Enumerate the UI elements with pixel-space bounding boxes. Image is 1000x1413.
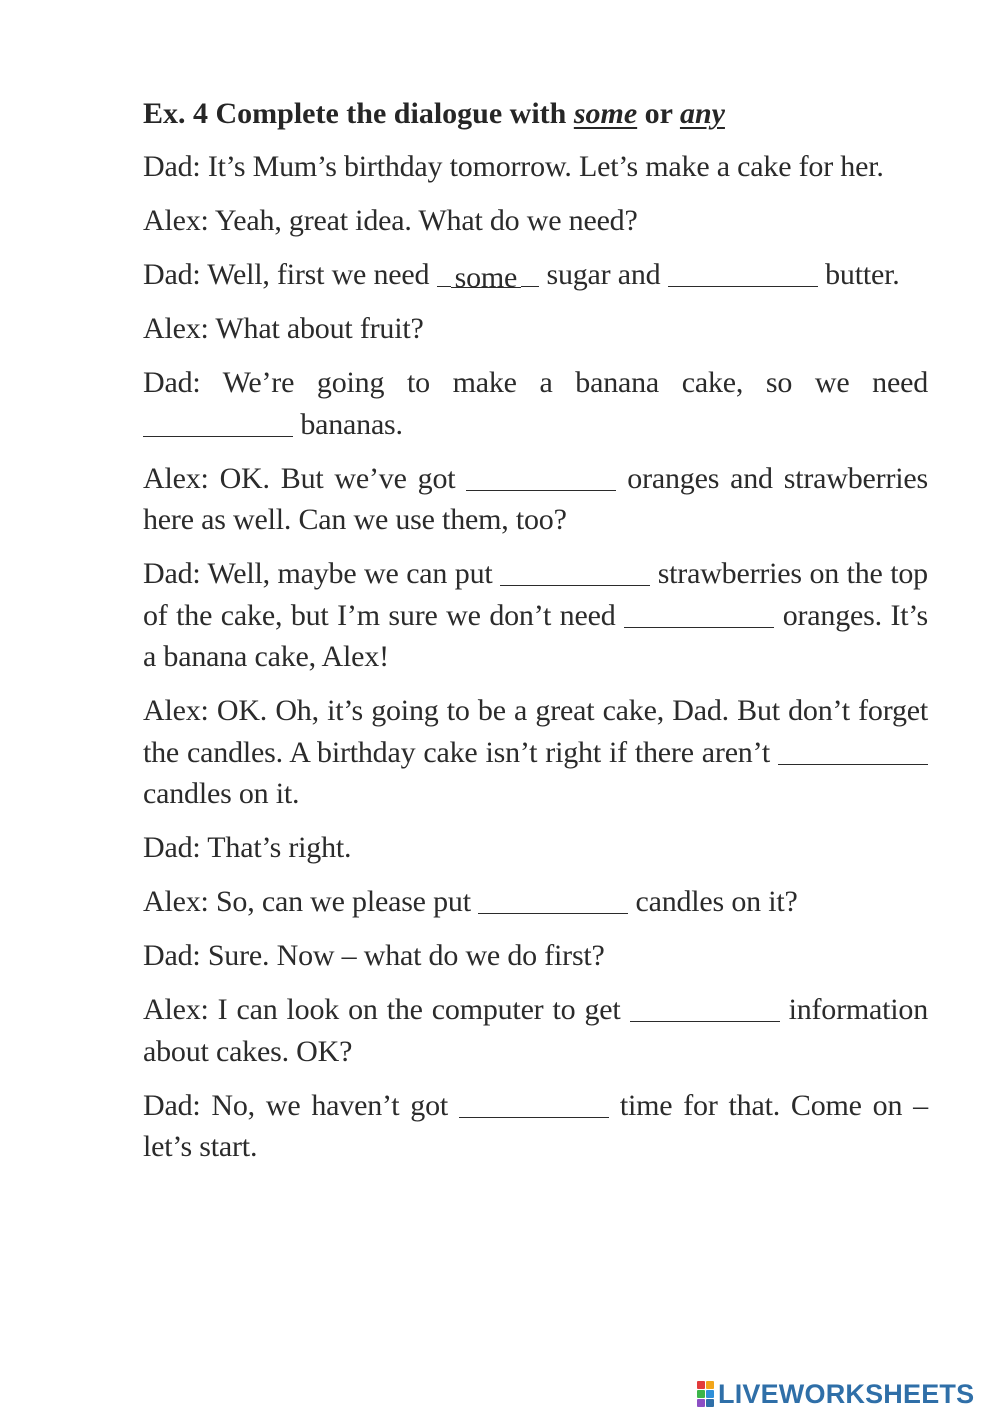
dialogue-line [143,935,928,977]
liveworksheets-logo[interactable] [697,1378,974,1410]
logo-block [697,1399,705,1407]
title-middle: or [644,97,673,130]
dialogue-line [143,881,928,923]
logo-block [706,1390,714,1398]
answer-blank[interactable] [500,555,650,586]
line-text: information about cakes. OK? [143,993,928,1068]
line-text: Dad: No, we haven’t got [143,1088,449,1122]
title-prefix: Ex. 4 Complete the dialogue with [143,97,567,130]
dialogue-line [143,690,928,815]
line-text: time for that. Come on – let’s start. [143,1088,928,1163]
answer-blank[interactable] [143,406,293,437]
line-text: strawberries on the top of the cake, but I’m sure we don’t need [143,557,928,632]
line-text: Alex: I can look on the computer to get [143,993,621,1026]
logo-block [706,1399,714,1407]
answer-blank[interactable] [668,256,818,287]
line-text: bananas. [300,407,403,441]
logo-text: LIVEWORKSHEETS [718,1378,975,1409]
dialogue-line [143,989,928,1072]
dialogue-line [143,827,928,869]
answer-blank[interactable] [466,460,616,491]
line-text: butter. [825,258,900,291]
answer-blank[interactable] [478,883,628,914]
line-text: Dad: That’s right. [143,831,352,864]
worksheet [143,92,928,1180]
line-text: Dad: Well, maybe we can put [143,557,493,590]
line-text: sugar and [546,258,661,291]
logo-block [697,1381,705,1389]
dialogue-line [143,362,928,445]
line-text: Dad: Well, first we need [143,258,430,291]
dialogue-line [143,254,928,296]
line-text: candles on it? [635,885,798,918]
line-text: Alex: What about fruit? [143,312,424,345]
dialogue-line [143,146,928,188]
dialogue-line [143,308,928,350]
title-word-any: any [679,97,725,130]
line-text: Alex: OK. But we’ve got [143,461,456,495]
logo-block [697,1390,705,1398]
answer-blank[interactable] [624,597,774,628]
line-text: Alex: OK. Oh, it’s going to be a great cake, Dad. But don’t forget the candles. A birthday cake isn’t right if there aren’t [143,694,928,769]
dialogue-line [143,1085,928,1168]
dialogue-line [143,553,928,678]
logo-blocks-icon [697,1381,714,1407]
answer-blank-filled[interactable] [437,254,540,296]
answer-blank[interactable] [778,734,928,765]
line-text: oranges and strawberries here as well. Can we use them, too? [143,461,928,536]
dialogue-line [143,458,928,541]
line-text: oranges. It’s a banana cake, Alex! [143,598,928,673]
answer-blank[interactable] [630,991,780,1022]
answer-value: some [451,257,522,288]
line-text: Alex: Yeah, great idea. What do we need? [143,204,638,237]
dialogue-line [143,200,928,242]
line-text: Alex: So, can we please put [143,885,471,918]
exercise-title [143,92,928,136]
logo-block [706,1381,714,1389]
line-text: Dad: We’re going to make a banana cake, so we need [143,366,928,399]
title-word-some: some [573,97,638,130]
line-text: Dad: It’s Mum’s birthday tomorrow. Let’s make a cake for her. [143,150,884,183]
line-text: candles on it. [143,777,300,810]
line-text: Dad: Sure. Now – what do we do first? [143,939,605,972]
answer-blank[interactable] [459,1087,609,1118]
